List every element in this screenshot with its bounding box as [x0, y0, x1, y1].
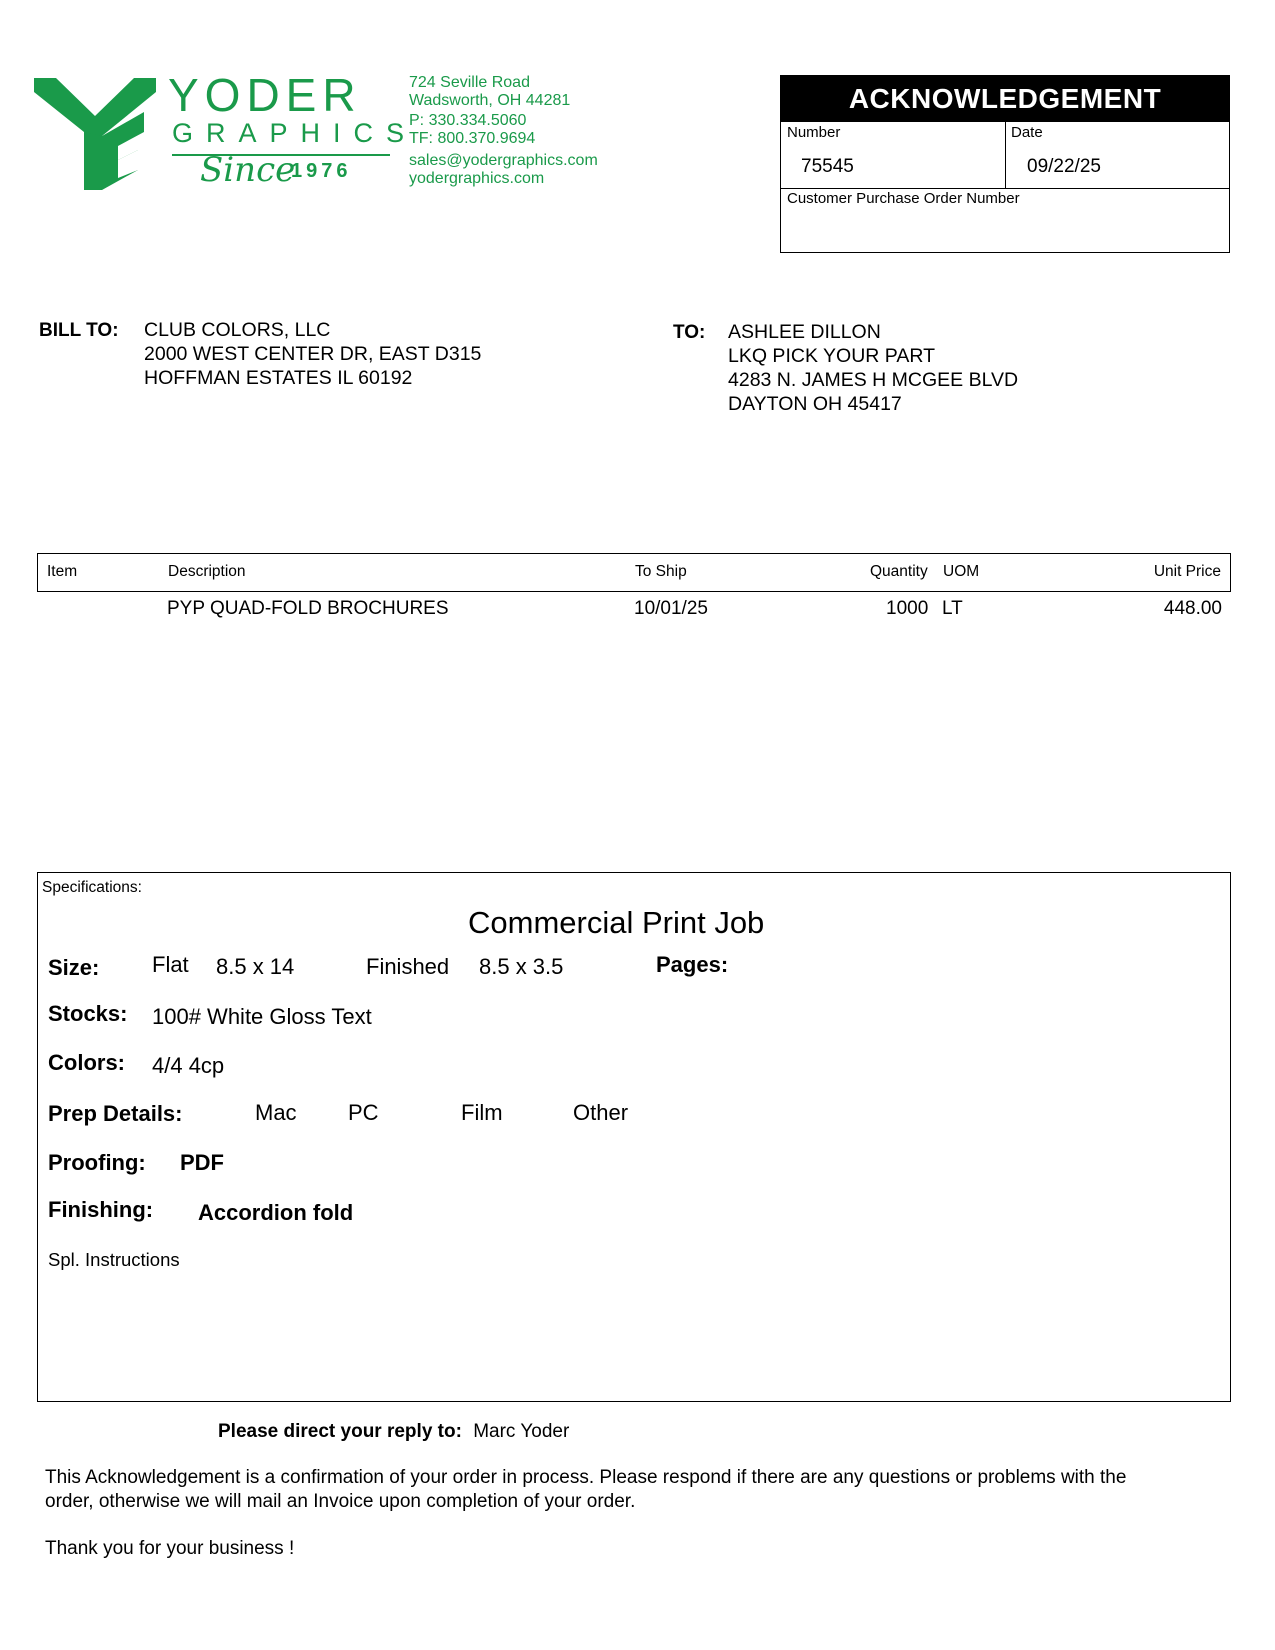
flat-label: Flat	[152, 952, 189, 977]
ship-to-label: TO:	[673, 322, 706, 343]
size-label: Size:	[48, 955, 100, 980]
reply-to	[218, 1420, 569, 1444]
footer-message	[45, 1466, 1126, 1514]
ship-to-line: 4283 N. JAMES H MCGEE BLVD	[728, 369, 1019, 391]
col-to-ship: To Ship	[635, 563, 687, 580]
row-unit-price: 448.00	[1163, 598, 1222, 619]
company-phone: P: 330.334.5060	[409, 112, 527, 129]
reply-to-label: Please direct your reply to:	[218, 1421, 462, 1442]
col-item: Item	[47, 563, 78, 580]
specifications-title: Commercial Print Job	[468, 905, 765, 940]
yoder-logo-mark-icon	[34, 74, 156, 190]
logo-since-year: 1976	[291, 160, 352, 182]
prep-details-label: Prep Details:	[48, 1101, 183, 1126]
special-instructions-label: Spl. Instructions	[48, 1249, 180, 1270]
stocks-label: Stocks:	[48, 1001, 128, 1026]
reply-to-name: Marc Yoder	[473, 1421, 570, 1442]
thank-you: Thank you for your business !	[45, 1538, 295, 1559]
acknowledgement-box	[780, 75, 1230, 253]
acknowledgement-title: ACKNOWLEDGEMENT	[781, 76, 1229, 122]
company-address-line1: 724 Seville Road	[409, 74, 530, 91]
col-unit-price: Unit Price	[1153, 563, 1221, 580]
prep-option-other: Other	[573, 1100, 629, 1125]
colors-value: 4/4 4cp	[152, 1053, 225, 1078]
prep-option-film: Film	[461, 1100, 503, 1125]
col-description: Description	[168, 563, 246, 580]
flat-value: 8.5 x 14	[216, 954, 295, 979]
bill-to-line: 2000 WEST CENTER DR, EAST D315	[144, 343, 482, 365]
company-tollfree: TF: 800.370.9694	[409, 130, 536, 147]
bill-to-line: HOFFMAN ESTATES IL 60192	[144, 367, 413, 389]
divider	[781, 188, 1229, 189]
stocks-value: 100# White Gloss Text	[152, 1004, 372, 1029]
ship-to-line: DAYTON OH 45417	[728, 393, 902, 415]
date-value: 09/22/25	[1027, 156, 1101, 177]
finished-value: 8.5 x 3.5	[479, 954, 564, 979]
po-number-label: Customer Purchase Order Number	[787, 190, 1020, 207]
pages-label: Pages:	[656, 952, 729, 977]
company-contact	[409, 74, 598, 188]
proofing-label: Proofing:	[48, 1150, 146, 1175]
company-email[interactable]: sales@yodergraphics.com	[409, 152, 598, 169]
row-description: PYP QUAD-FOLD BROCHURES	[167, 598, 449, 619]
row-uom: LT	[942, 598, 963, 619]
proofing-value: PDF	[180, 1150, 224, 1175]
footer-message-line: This Acknowledgement is a confirmation of your order in process. Please respond if there are any questions or problems with the	[45, 1467, 1127, 1488]
specifications-box	[37, 872, 1231, 1402]
company-address-line2: Wadsworth, OH 44281	[409, 92, 571, 109]
divider	[1005, 122, 1006, 188]
finishing-label: Finishing:	[48, 1197, 154, 1222]
finished-label: Finished	[366, 954, 450, 979]
col-uom: UOM	[943, 563, 980, 580]
finishing-value: Accordion fold	[198, 1200, 354, 1225]
bill-to-line: CLUB COLORS, LLC	[144, 319, 331, 341]
date-label: Date	[1011, 124, 1043, 141]
row-quantity: 1000	[886, 598, 929, 619]
specifications-label: Specifications:	[42, 879, 142, 896]
ship-to-line: LKQ PICK YOUR PART	[728, 345, 935, 367]
items-table-header	[37, 553, 1231, 592]
bill-to-address	[144, 318, 481, 390]
number-label: Number	[787, 124, 841, 141]
footer-message-line: order, otherwise we will mail an Invoice upon completion of your order.	[45, 1491, 636, 1512]
company-website[interactable]: yodergraphics.com	[409, 170, 545, 187]
colors-label: Colors:	[48, 1050, 125, 1075]
ship-to-line: ASHLEE DILLON	[728, 321, 881, 343]
col-quantity: Quantity	[870, 563, 928, 580]
number-value: 75545	[801, 156, 854, 177]
prep-option-pc: PC	[348, 1100, 379, 1125]
bill-to-label: BILL TO:	[39, 320, 119, 341]
ship-to-address	[728, 320, 1018, 416]
row-to-ship: 10/01/25	[634, 598, 708, 619]
logo-since-script: Since	[200, 150, 296, 190]
logo-subtitle: GRAPHICS	[172, 118, 418, 148]
prep-option-mac: Mac	[255, 1100, 297, 1125]
logo-name: YODER	[168, 69, 362, 121]
